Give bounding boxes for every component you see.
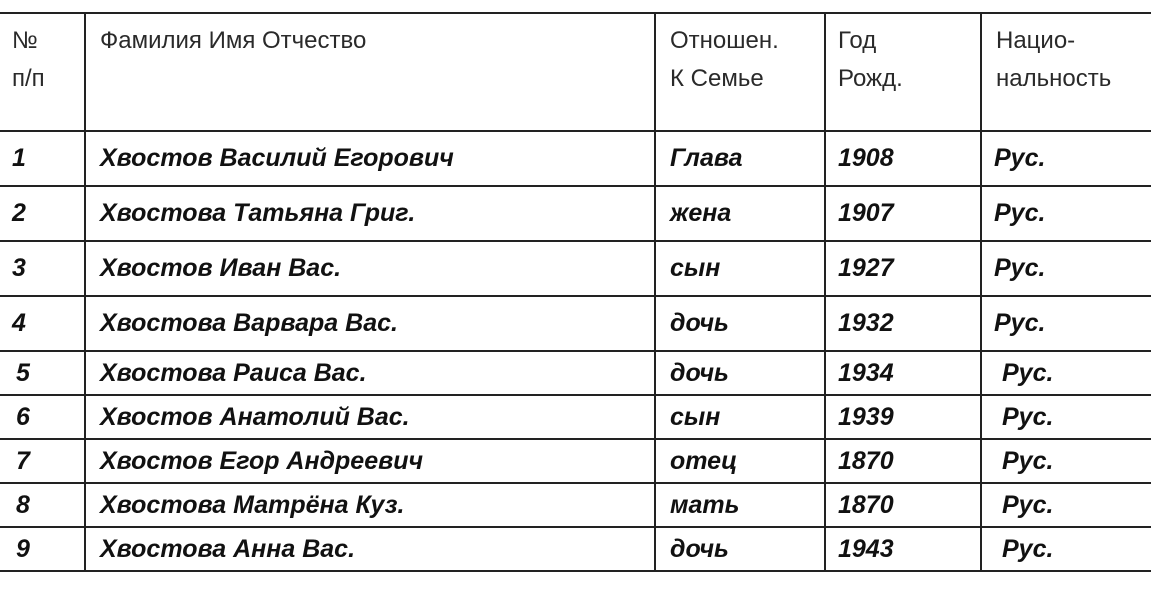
cell-relation: дочь: [655, 527, 825, 571]
header-full-name-label: Фамилия Имя Отчество: [100, 27, 367, 54]
cell-nationality: Рус.: [981, 527, 1151, 571]
cell-number: 2: [0, 186, 85, 241]
cell-birth-year: 1934: [825, 351, 981, 395]
table-row: [0, 351, 1151, 395]
cell-nationality: Рус.: [981, 241, 1151, 296]
cell-birth-year: 1908: [825, 131, 981, 186]
cell-relation: мать: [655, 483, 825, 527]
cell-full-name: Хвостов Анатолий Вас.: [85, 395, 655, 439]
cell-number: 9: [0, 527, 85, 571]
cell-nationality: Рус.: [981, 131, 1151, 186]
cell-birth-year: 1939: [825, 395, 981, 439]
table-row: [0, 186, 1151, 241]
cell-nationality: Рус.: [981, 296, 1151, 351]
cell-number: 3: [0, 241, 85, 296]
cell-birth-year: 1870: [825, 483, 981, 527]
cell-number: 1: [0, 131, 85, 186]
cell-birth-year: 1943: [825, 527, 981, 571]
cell-nationality: Рус.: [981, 351, 1151, 395]
cell-nationality: Рус.: [981, 395, 1151, 439]
header-nationality-label: Нацио- нальность: [996, 27, 1112, 92]
cell-nationality: Рус.: [981, 186, 1151, 241]
table-row: [0, 527, 1151, 571]
table-row: [0, 483, 1151, 527]
cell-number: 5: [0, 351, 85, 395]
cell-full-name: Хвостова Варвара Вас.: [85, 296, 655, 351]
cell-nationality: Рус.: [981, 483, 1151, 527]
cell-full-name: Хвостов Иван Вас.: [85, 241, 655, 296]
cell-relation: дочь: [655, 351, 825, 395]
cell-full-name: Хвостов Василий Егорович: [85, 131, 655, 186]
header-full-name: [85, 13, 655, 131]
header-relation-label: Отношен. К Семье: [670, 27, 779, 92]
cell-number: 6: [0, 395, 85, 439]
cell-full-name: Хвостова Раиса Вас.: [85, 351, 655, 395]
family-table: [0, 12, 1151, 572]
cell-number: 8: [0, 483, 85, 527]
cell-full-name: Хвостова Матрёна Куз.: [85, 483, 655, 527]
header-relation: [655, 13, 825, 131]
cell-relation: сын: [655, 395, 825, 439]
cell-birth-year: 1907: [825, 186, 981, 241]
header-birth-year: [825, 13, 981, 131]
cell-relation: дочь: [655, 296, 825, 351]
header-birth-year-label: Год Рожд.: [838, 27, 903, 92]
cell-birth-year: 1927: [825, 241, 981, 296]
table-row: [0, 241, 1151, 296]
cell-full-name: Хвостова Анна Вас.: [85, 527, 655, 571]
cell-relation: сын: [655, 241, 825, 296]
table-row: [0, 131, 1151, 186]
cell-relation: жена: [655, 186, 825, 241]
table-header-row: [0, 13, 1151, 131]
table-row: [0, 296, 1151, 351]
table-row: [0, 395, 1151, 439]
header-number: [0, 13, 85, 131]
cell-number: 4: [0, 296, 85, 351]
header-number-label: № п/п: [12, 27, 45, 92]
cell-relation: Глава: [655, 131, 825, 186]
cell-nationality: Рус.: [981, 439, 1151, 483]
cell-relation: отец: [655, 439, 825, 483]
cell-birth-year: 1870: [825, 439, 981, 483]
cell-number: 7: [0, 439, 85, 483]
table-row: [0, 439, 1151, 483]
cell-full-name: Хвостов Егор Андреевич: [85, 439, 655, 483]
cell-birth-year: 1932: [825, 296, 981, 351]
header-nationality: [981, 13, 1151, 131]
cell-full-name: Хвостова Татьяна Григ.: [85, 186, 655, 241]
